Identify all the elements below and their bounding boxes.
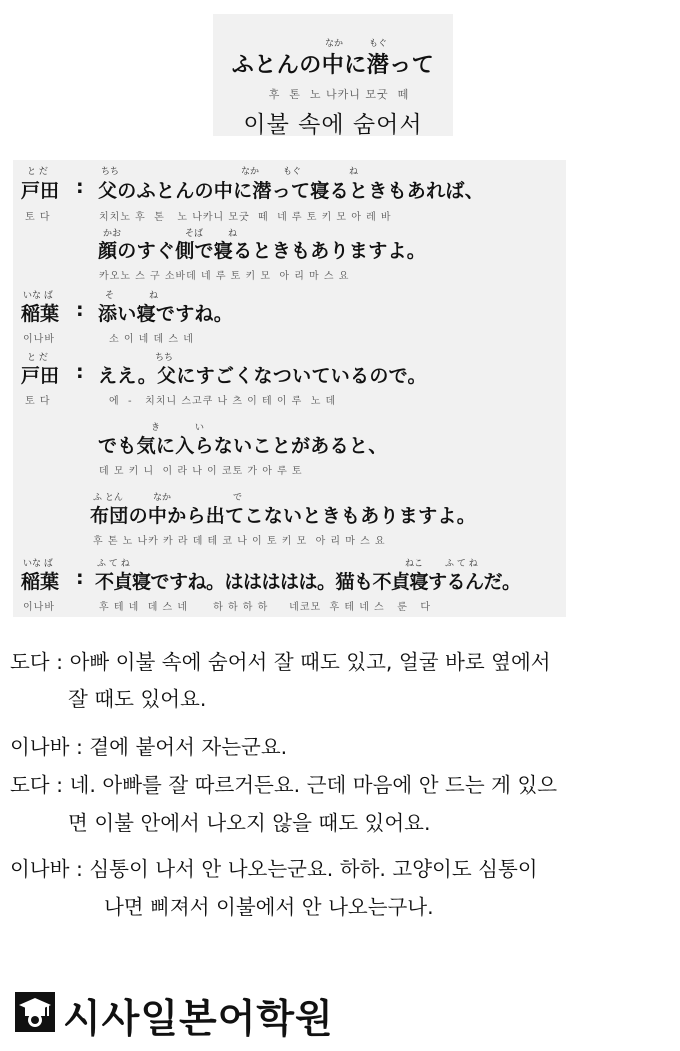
dialog-line-japanese: 顔のすぐ側で寝るときもありますよ。 (98, 240, 427, 262)
speaker-furigana: と だ (27, 353, 48, 363)
speaker-reading: 토 다 (25, 212, 51, 223)
speaker-colon: : (76, 361, 84, 383)
logo-text: 시사일본어학원 (63, 997, 334, 1042)
title-box (213, 14, 453, 136)
translation-speaker: 이나바 (10, 857, 70, 881)
dialog-line-japanese: 布団の中から出てこないときもありますよ。 (90, 505, 477, 527)
line-furigana: い (195, 423, 205, 433)
line-furigana: ちち (155, 353, 174, 363)
line-furigana: そ (105, 291, 115, 301)
dialog-box (13, 160, 566, 617)
translation-colon: : (69, 735, 90, 759)
dialog-line-japanese: 不貞寝ですね。ははははは。猫も不貞寝するんだ。 (95, 571, 521, 593)
speaker-furigana: と だ (27, 167, 48, 177)
line-furigana: そば (185, 229, 204, 239)
speaker-name: 稲葉 (21, 303, 60, 325)
line-furigana: なか (153, 493, 172, 503)
translation-text: 심통이 나서 안 나오는군요. 하하. 고양이도 심통이 (89, 857, 538, 881)
line-furigana: もぐ (283, 167, 302, 177)
dialog-line-reading: 카오노 스 구 소바데 네 루 토 키 모 아 리 마 스 요 (99, 271, 350, 282)
line-furigana: き (151, 423, 161, 433)
translation-text: 네. 아빠를 잘 따르거든요. 근데 마음에 안 드는 게 있으 (69, 773, 558, 797)
translation-text: 잘 때도 있어요. (68, 687, 207, 711)
translation-line (10, 730, 287, 760)
dialog-line-japanese: 父のふとんの中に潜って寝るときもあれば、 (98, 180, 485, 202)
line-furigana: ね (228, 229, 238, 239)
dialog-line-reading: 후 테 네 데 스 네 하 하 하 하 네코모 후 테 네 스 룬 다 (99, 602, 432, 613)
speaker-colon: : (76, 176, 84, 198)
line-furigana: ちち (101, 167, 120, 177)
speaker-name: 戸田 (21, 365, 60, 387)
title-reading: 후 톤 노 나카니 모굿 떼 (268, 88, 410, 101)
line-furigana: で (233, 493, 243, 503)
translation-text: 아빠 이불 속에 숨어서 잘 때도 있고, 얼굴 바로 옆에서 (69, 650, 551, 674)
line-furigana: ね (149, 291, 159, 301)
line-furigana: ふ とん (93, 493, 123, 503)
translation-speaker: 도다 (10, 773, 50, 797)
graduate-cap-icon (15, 992, 55, 1032)
translation-speaker: 도다 (10, 650, 50, 674)
speaker-furigana: いな ば (23, 291, 53, 301)
translation-colon: : (49, 650, 70, 674)
dialog-line-reading: 치치노 후 톤 노 나카니 모굿 떼 네 루 토 키 모 아 레 바 (99, 212, 392, 223)
speaker-colon: : (76, 567, 84, 589)
translation-text: 면 이불 안에서 나오지 않을 때도 있어요. (68, 811, 431, 835)
speaker-reading: 이나바 (23, 334, 55, 345)
translation-line (10, 768, 557, 798)
line-furigana: ねこ (405, 559, 424, 569)
line-furigana: なか (241, 167, 260, 177)
speaker-colon: : (76, 299, 84, 321)
translation-colon: : (49, 773, 70, 797)
line-furigana: ふ て ね (97, 559, 130, 569)
translation-line (10, 645, 551, 675)
speaker-furigana: いな ば (23, 559, 53, 569)
line-furigana: ふ て ね (445, 559, 478, 569)
title-korean: 이불 속에 숨어서 (243, 112, 423, 138)
translation-colon: : (69, 857, 90, 881)
title-furigana-naka: なか (325, 39, 344, 49)
dialog-line-reading: 소 이 네 데 스 네 (109, 334, 194, 345)
line-furigana: かお (103, 229, 122, 239)
line-furigana: ね (349, 167, 359, 177)
dialog-line-japanese: 添い寝ですね。 (98, 303, 234, 325)
dialog-line-japanese: でも気に入らないことがあると、 (98, 435, 388, 457)
translation-text: 곁에 붙어서 자는군요. (89, 735, 288, 759)
brand-logo (15, 988, 375, 1042)
translation-speaker: 이나바 (10, 735, 70, 759)
dialog-line-reading: 에 - 치치니 스고쿠 나 츠 이 테 이 루 노 데 (109, 396, 337, 407)
speaker-reading: 토 다 (25, 396, 51, 407)
translation-text: 나면 삐져서 이불에서 안 나오는구나. (104, 895, 434, 919)
speaker-reading: 이나바 (23, 602, 55, 613)
speaker-name: 稲葉 (21, 571, 60, 593)
speaker-name: 戸田 (21, 180, 60, 202)
title-furigana-mogu: もぐ (369, 39, 388, 49)
dialog-line-japanese: ええ。父にすごくなついているので。 (98, 365, 427, 387)
dialog-line-reading: 후 톤 노 나카 카 라 데 테 코 나 이 토 키 모 아 리 마 스 요 (93, 536, 386, 547)
dialog-line-reading: 데 모 키 니 이 라 나 이 코토 가 아 루 토 (99, 466, 303, 477)
title-japanese: ふとんの中に潜って (231, 53, 435, 78)
translation-line (10, 852, 538, 882)
